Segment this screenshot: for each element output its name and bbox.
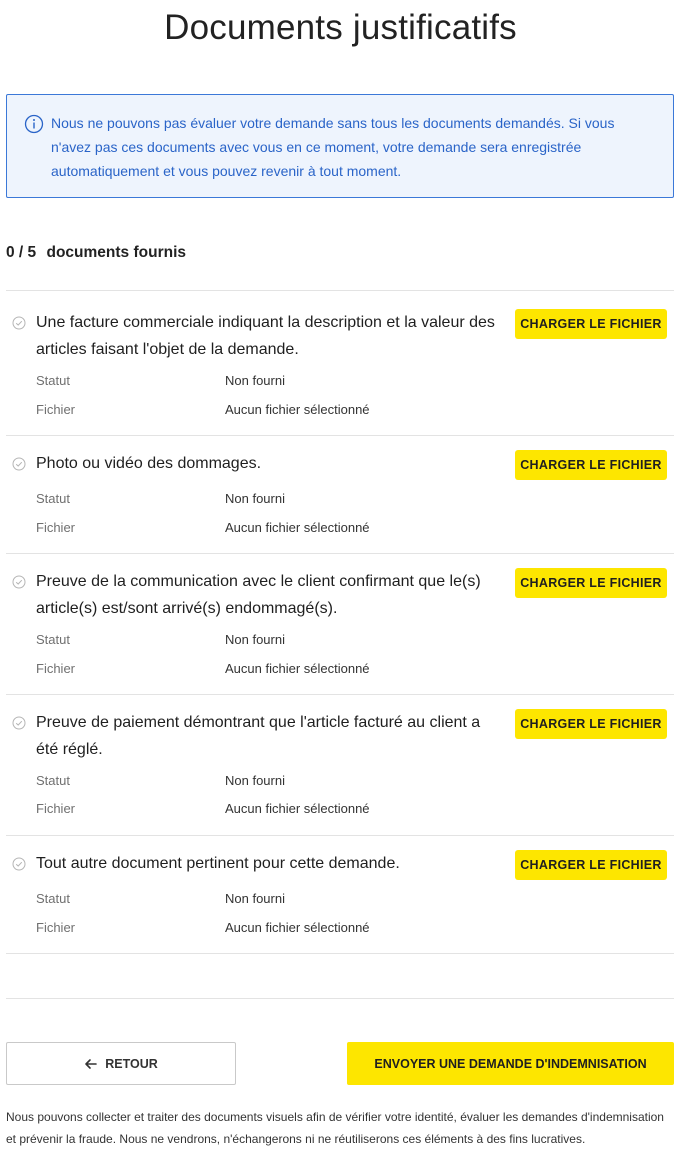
status-value: Non fourni xyxy=(225,632,285,647)
status-value: Non fourni xyxy=(225,891,285,906)
upload-file-button[interactable]: CHARGER LE FICHIER xyxy=(515,450,667,480)
status-value: Non fourni xyxy=(225,491,285,506)
upload-file-button[interactable]: CHARGER LE FICHIER xyxy=(515,709,667,739)
file-value: Aucun fichier sélectionné xyxy=(225,520,370,535)
info-banner xyxy=(6,94,674,198)
info-text: Nous ne pouvons pas évaluer votre demande sans tous les documents demandés. Si vous n'avez pas ces documents avec vous en ce moment, votre demande sera enregistrée automatiquement et vous pouvez revenir à tout moment. xyxy=(51,115,615,179)
document-item xyxy=(6,435,674,553)
check-circle-icon xyxy=(12,316,26,330)
document-item xyxy=(6,553,674,694)
upload-file-button[interactable]: CHARGER LE FICHIER xyxy=(515,309,667,339)
status-label: Statut xyxy=(36,891,70,906)
status-label: Statut xyxy=(36,491,70,506)
back-button-label: RETOUR xyxy=(105,1056,158,1071)
file-value: Aucun fichier sélectionné xyxy=(225,920,370,935)
document-list xyxy=(6,290,674,954)
back-button[interactable] xyxy=(6,1042,236,1085)
page-title: Documents justificatifs xyxy=(164,8,517,47)
check-circle-icon xyxy=(12,857,26,871)
info-circle-icon xyxy=(24,114,44,134)
file-value: Aucun fichier sélectionné xyxy=(225,661,370,676)
upload-file-button[interactable]: CHARGER LE FICHIER xyxy=(515,850,667,880)
document-title: Une facture commerciale indiquant la description et la valeur des articles faisant l'objet de la demande. xyxy=(36,314,495,358)
document-title: Photo ou vidéo des dommages. xyxy=(36,455,262,472)
check-circle-icon xyxy=(12,716,26,730)
document-item xyxy=(6,694,674,835)
status-value: Non fourni xyxy=(225,773,285,788)
section-divider xyxy=(6,998,674,999)
documents-progress xyxy=(6,244,186,262)
status-label: Statut xyxy=(36,632,70,647)
file-label: Fichier xyxy=(36,402,76,417)
status-label: Statut xyxy=(36,373,70,388)
progress-count: 0 / 5 xyxy=(6,244,37,261)
file-label: Fichier xyxy=(36,801,76,816)
file-value: Aucun fichier sélectionné xyxy=(225,801,370,816)
document-title: Tout autre document pertinent pour cette demande. xyxy=(36,855,400,872)
file-label: Fichier xyxy=(36,920,76,935)
submit-claim-button[interactable]: ENVOYER UNE DEMANDE D'INDEMNISATION xyxy=(347,1042,674,1085)
status-value: Non fourni xyxy=(225,373,285,388)
document-title: Preuve de la communication avec le client confirmant que le(s) article(s) est/sont arrivé(s) endommagé(s). xyxy=(36,573,481,617)
document-title: Preuve de paiement démontrant que l'article facturé au client a été réglé. xyxy=(36,714,481,758)
check-circle-icon xyxy=(12,457,26,471)
status-label: Statut xyxy=(36,773,70,788)
document-item xyxy=(6,835,674,954)
file-label: Fichier xyxy=(36,661,76,676)
upload-file-button[interactable]: CHARGER LE FICHIER xyxy=(515,568,667,598)
check-circle-icon xyxy=(12,575,26,589)
file-value: Aucun fichier sélectionné xyxy=(225,402,370,417)
file-label: Fichier xyxy=(36,520,76,535)
progress-label: documents fournis xyxy=(46,244,186,261)
document-item xyxy=(6,290,674,435)
privacy-note: Nous pouvons collecter et traiter des documents visuels afin de vérifier votre identité, évaluer les demandes d'indemnisation et prévenir la fraude. Nous ne vendrons, n'échangerons ni ne réutiliserons ces éléments à des fins lucratives. xyxy=(6,1110,664,1146)
arrow-left-icon xyxy=(84,1058,97,1070)
